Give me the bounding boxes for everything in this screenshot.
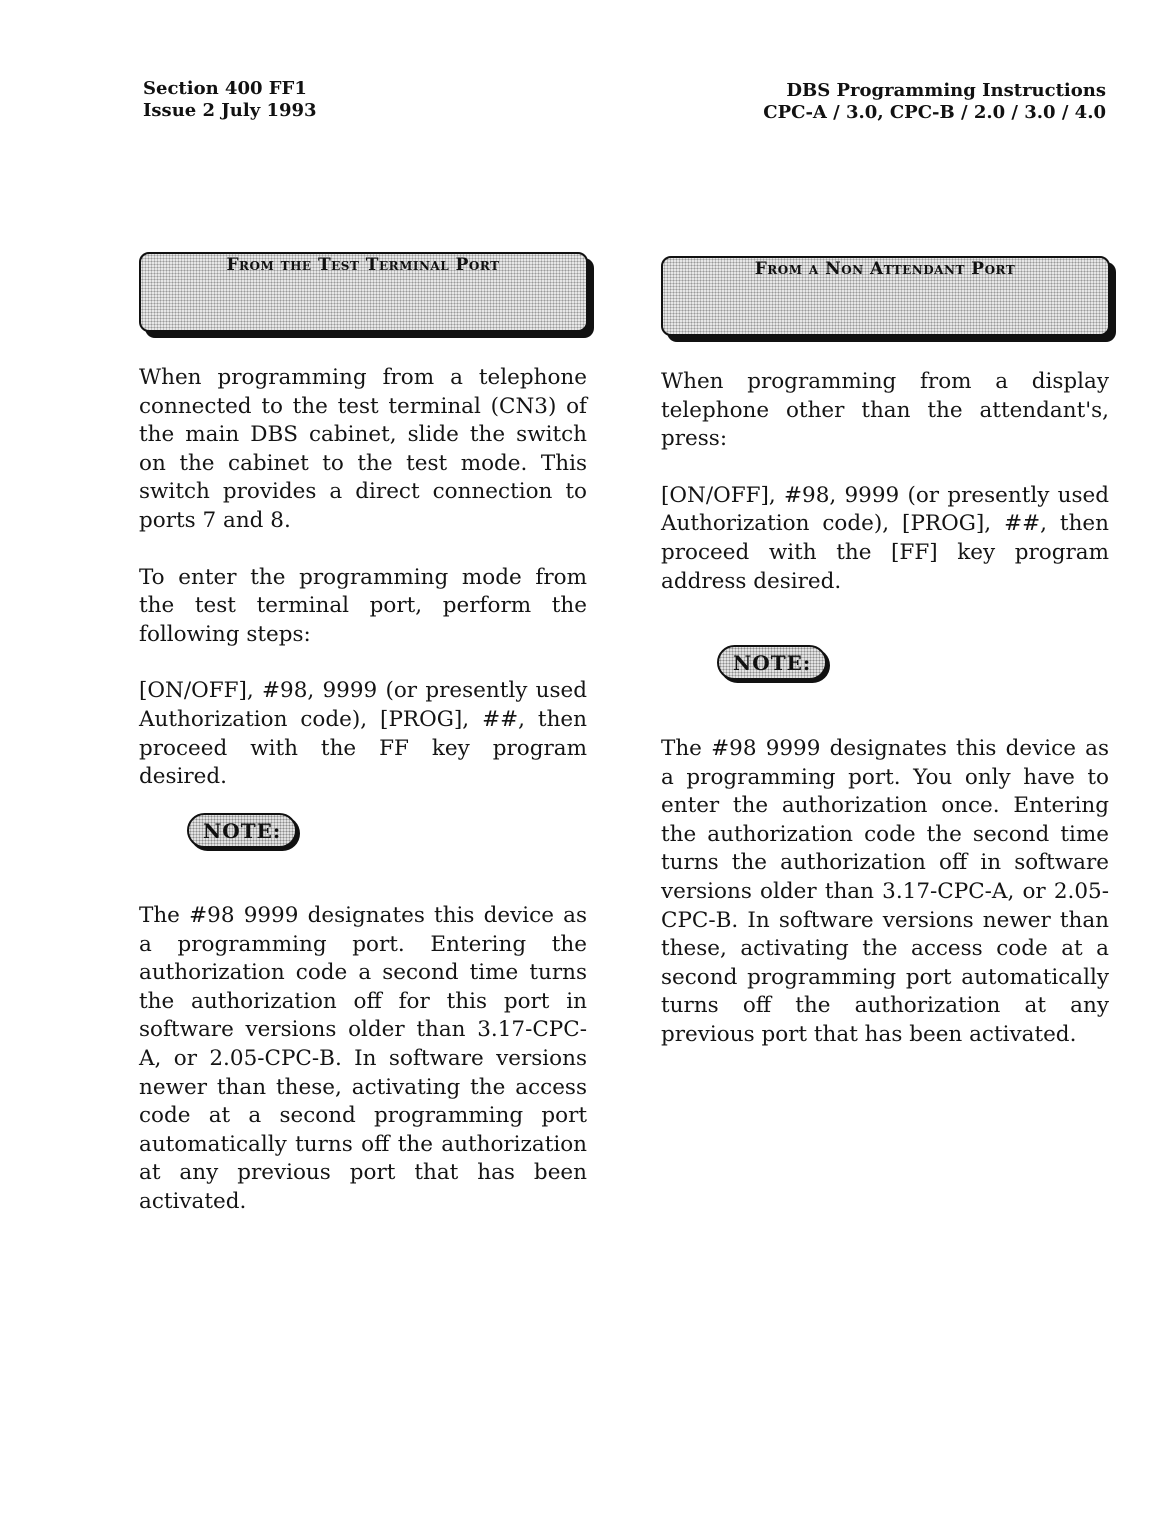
section-banner-non-attendant <box>661 256 1109 340</box>
page-header-left <box>143 78 317 122</box>
issue-date: Issue 2 July 1993 <box>143 100 317 121</box>
procedure-keystrokes: [ON/OFF], #98, 9999 (or presently used Authorization code), [PROG], ##, then proceed with the FF key program desired. <box>139 678 587 790</box>
paragraph: When programming from a display telephone other than the attendant's, press: <box>661 369 1109 452</box>
note-text: The #98 9999 designates this device as a programming port. Entering the authorization code a second time turns the authorization off for this port in software versions older than 3.17-CPC-A, or 2.05-CPC-B. In software versions newer than these, activating the access code at a second programming port automatically turns off the authorization at any previous port that has been activated. <box>139 903 587 1214</box>
page-header-right <box>763 80 1106 124</box>
section-banner-test-terminal <box>139 252 587 336</box>
procedure-keystrokes: [ON/OFF], #98, 9999 (or presently used Authorization code), [PROG], ##, then proceed with the [FF] key program address desired. <box>661 482 1109 594</box>
note-label: NOTE: <box>717 645 827 680</box>
document-title: DBS Programming Instructions <box>786 80 1106 101</box>
section-heading: From the Test Terminal Port <box>226 255 500 275</box>
note-badge-right <box>717 645 827 680</box>
version-info: CPC-A / 3.0, CPC-B / 2.0 / 3.0 / 4.0 <box>763 102 1106 123</box>
section-number: Section 400 FF1 <box>143 78 307 99</box>
right-note-body <box>661 735 1109 1050</box>
note-text: The #98 9999 designates this device as a programming port. You only have to enter the authorization once. Entering the authorization code the second time turns the authorization off in software versions older than 3.17-CPC-A, or 2.05-CPC-B. In software versions newer than these, activating the access code at a second programming port automatically turns off the authorization at any previous port that has been activated. <box>661 736 1109 1047</box>
note-label: NOTE: <box>187 813 297 848</box>
paragraph: To enter the programming mode from the test terminal port, perform the following steps: <box>139 564 587 647</box>
right-column <box>661 256 1109 596</box>
section-heading: From a Non Attendant Port <box>754 259 1016 279</box>
left-column <box>139 252 587 792</box>
left-note-body <box>139 902 587 1217</box>
note-badge-left <box>187 813 297 848</box>
paragraph: When programming from a telephone connected to the test terminal (CN3) of the main DBS cabinet, slide the switch on the cabinet to the test mode. This switch provides a direct connection to ports 7 and 8. <box>139 365 587 533</box>
